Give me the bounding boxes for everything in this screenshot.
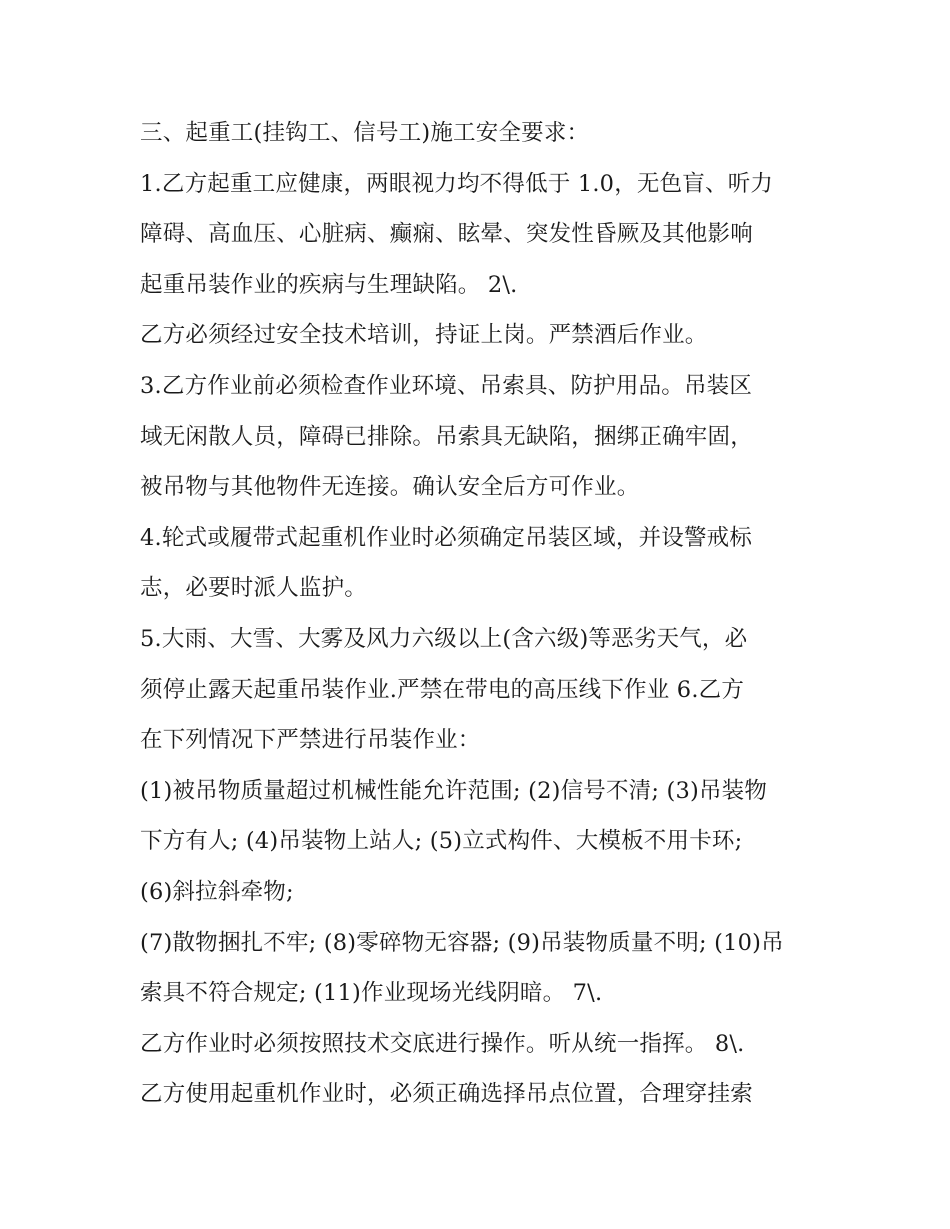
paragraph-line: 域无闲散人员，障碍已排除。吊索具无缺陷，捆绑正确牢固， [140, 423, 753, 450]
paragraph-line: 起重吊装作业的疾病与生理缺陷。 2\. [140, 271, 518, 298]
paragraph-line: 被吊物与其他物件无连接。确认安全后方可作业。 [140, 474, 640, 501]
section-heading: 三、起重工(挂钩工、信号工)施工安全要求： [140, 120, 590, 146]
paragraph-line: 5.大雨、大雪、大雾及风力六级以上(含六级)等恶劣天气，必 [140, 625, 748, 652]
paragraph-line: 乙方使用起重机作业时，必须正确选择吊点位置，合理穿挂索 [140, 1081, 753, 1108]
paragraph-line: 乙方必须经过安全技术培训，持证上岗。严禁酒后作业。 [140, 322, 708, 349]
paragraph-line: 在下列情况下严禁进行吊装作业： [140, 727, 481, 754]
paragraph-line: 索具不符合规定; (11)作业现场光线阴暗。 7\. [140, 980, 603, 1007]
document-body [140, 108, 820, 1120]
paragraph-line: 4.轮式或履带式起重机作业时必须确定吊装区域，并设警戒标 [140, 524, 753, 551]
paragraph-line: (7)散物捆扎不牢; (8)零碎物无容器; (9)吊装物质量不明; (10)吊 [140, 929, 784, 956]
paragraph-line: (6)斜拉斜牵物; [140, 878, 294, 905]
paragraph-line: 1.乙方起重工应健康，两眼视力均不得低于 1.0，无色盲、听力 [140, 170, 774, 197]
paragraph-line: 障碍、高血压、心脏病、癫痫、眩晕、突发性昏厥及其他影响 [140, 221, 753, 248]
paragraph-line: 须停止露天起重吊装作业.严禁在带电的高压线下作业 6.乙方 [140, 676, 745, 703]
paragraph-line: (1)被吊物质量超过机械性能允许范围; (2)信号不清; (3)吊装物 [140, 777, 768, 804]
paragraph-line: 乙方作业时必须按照技术交底进行操作。听从统一指挥。 8\. [140, 1030, 745, 1057]
paragraph-line: 3.乙方作业前必须检查作业环境、吊索具、防护用品。吊装区 [140, 372, 753, 399]
paragraph-line: 下方有人; (4)吊装物上站人; (5)立式构件、大模板不用卡环; [140, 828, 743, 855]
paragraph-line: 志，必要时派人监护。 [140, 575, 368, 602]
